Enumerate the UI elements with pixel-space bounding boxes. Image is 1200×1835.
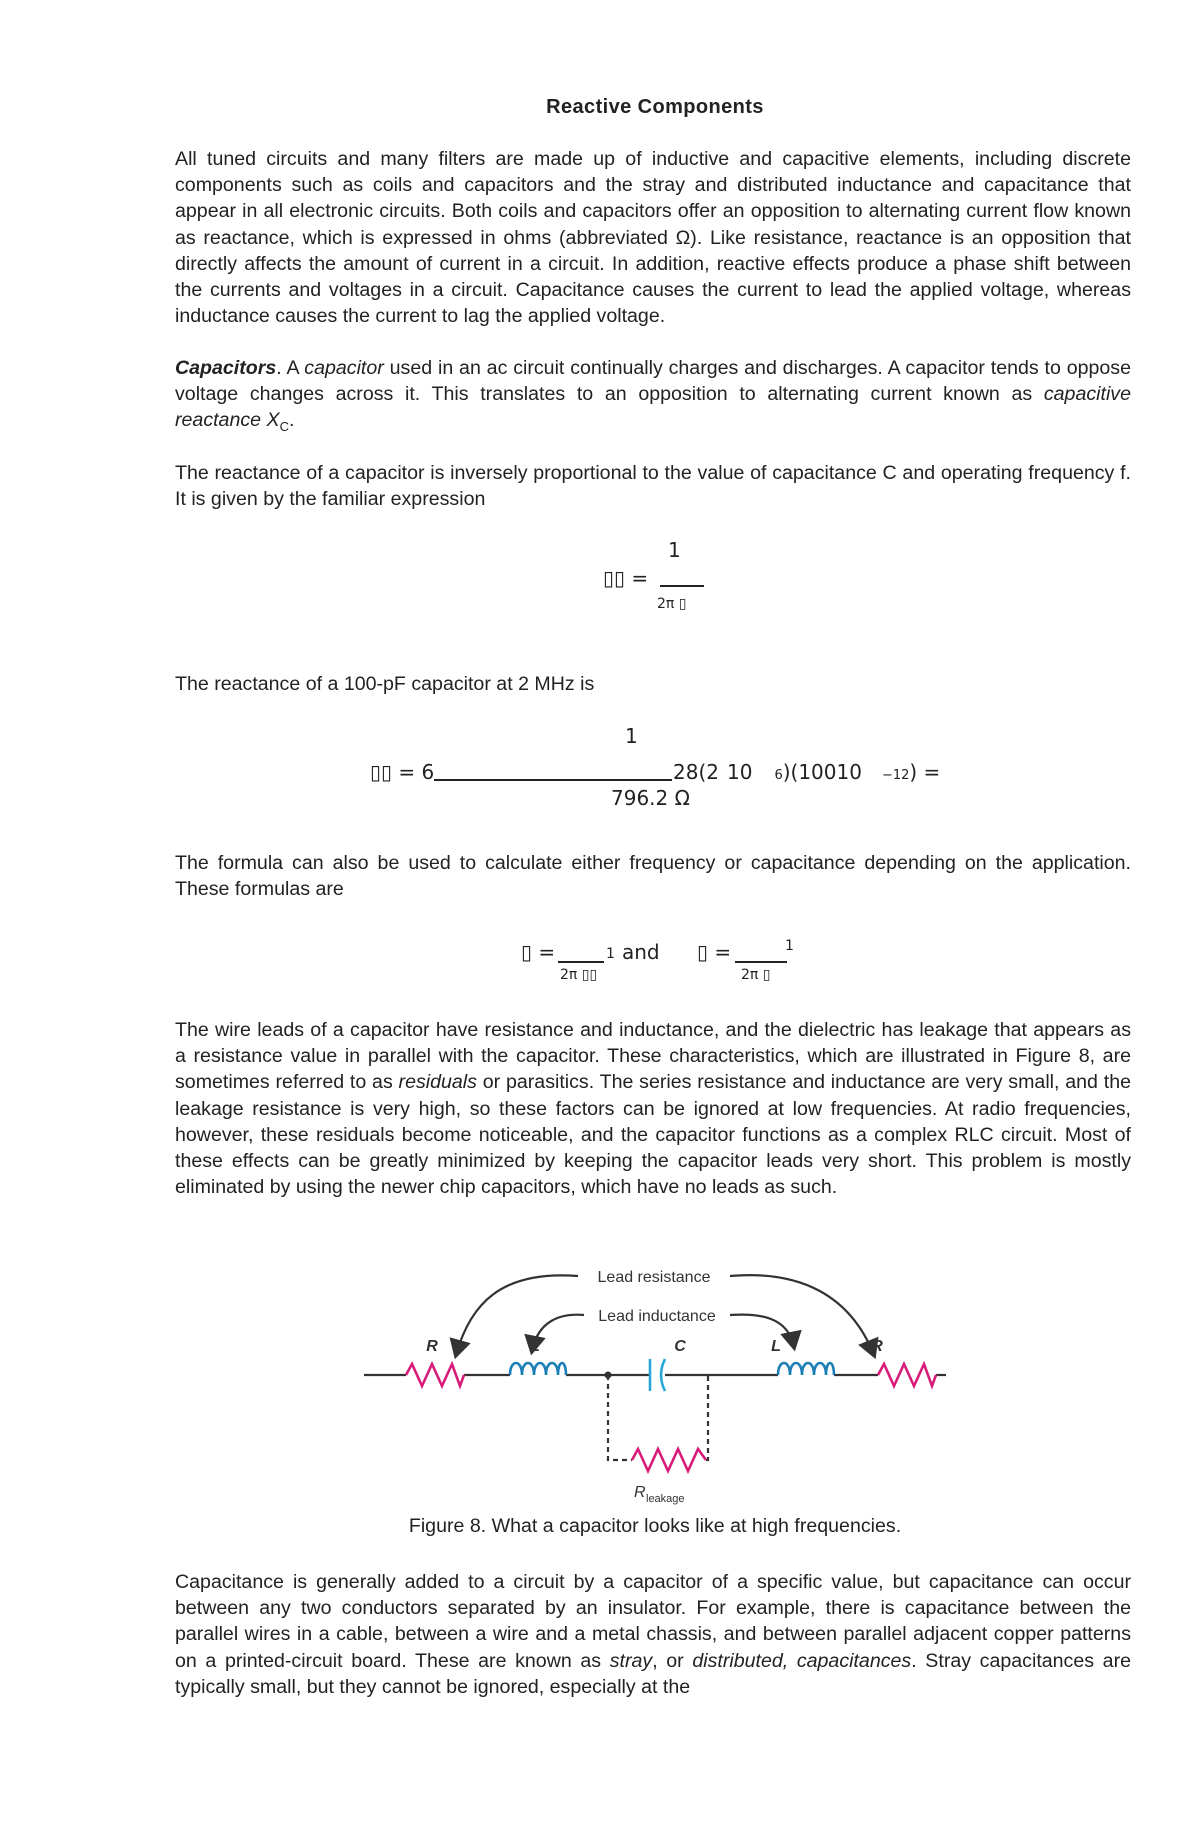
right-inductor-label: L [771, 1338, 781, 1355]
capacitors-text-1: . A [276, 357, 305, 379]
capacitor-plate-curved [661, 1359, 665, 1391]
eq2-right-end: ) = [909, 760, 941, 784]
eq1-lhs: ▯▯ = [603, 566, 649, 590]
leakage-resistor-subscript: leakage [646, 1493, 685, 1505]
eq1-denominator: 2π ▯ [657, 596, 687, 612]
leakage-resistor [632, 1449, 706, 1471]
lead-inductance-arrow-right [730, 1315, 794, 1347]
leads-paragraph [175, 1017, 1131, 1200]
capacitors-term: capacitor [304, 357, 384, 379]
stray-paragraph [175, 1569, 1131, 1700]
stray-term: stray [609, 1649, 653, 1672]
left-resistor-label: R [426, 1338, 438, 1355]
eq2-exp6: 6 [774, 768, 783, 783]
page-title: Reactive Components [546, 96, 764, 118]
formula-paragraph: The formula can also be used to calculate either frequency or capacitance depending on the application. These formulas are [175, 852, 1131, 901]
eq3-lhs-a: ▯ = [521, 940, 556, 964]
example-paragraph: The reactance of a 100-pF capacitor at 2 MHz is [175, 673, 595, 695]
lead-inductance-label: Lead inductance [598, 1308, 716, 1325]
right-resistor-label: R [871, 1338, 883, 1355]
eq3-den-b: 2π ▯ [741, 967, 771, 983]
leads-text-c: or parasitics. The series resistance and inductance are very small, and the leakage resistance is very high, so these factors can be ignored at low frequencies. At radio frequencies, however, these residuals become noticeable, and the capacitor functions as a complex RLC circuit. Most of these effects can be greatly minimized by keeping the capacitor leads very short. This problem is mostly eliminated by using the newer chip capacitors, which have no leads as such. [175, 1071, 1131, 1199]
figure-caption: Figure 8. What a capacitor looks like at high frequencies. [408, 1515, 902, 1537]
eq2-right [673, 760, 940, 784]
eq3-fraction-bar-b [735, 961, 787, 963]
leakage-resistor-label: R [634, 1484, 646, 1501]
left-inductor-label: L [530, 1338, 540, 1355]
right-inductor [778, 1363, 834, 1375]
left-resistor [406, 1364, 464, 1386]
capacitor-circuit-figure [360, 1255, 960, 1515]
eq3-num-b: 1 [785, 938, 794, 954]
eq3-num-a: 1 [606, 946, 615, 962]
eq2-fraction-bar [434, 779, 672, 781]
capacitor-label: C [674, 1338, 686, 1355]
capacitive-reactance-term: capacitive reactance X [175, 383, 1131, 432]
stray-text-a: Capacitance is generally added to a circuit by a capacitor of a specific value, but capacitance can occur between any two conductors separated by an insulator. For example, there is capacitance between the parallel wires in a cable, between a wire and a metal chassis, and between parallel adjacent copper patterns on a printed-circuit board. These are known as [175, 1571, 1131, 1672]
eq2-numerator: 1 [625, 724, 638, 748]
eq3-and: and [622, 940, 660, 964]
lead-resistance-arrow-left [456, 1275, 578, 1355]
reactance-paragraph: The reactance of a capacitor is inversely proportional to the value of capacitance C and operating frequency f. It is given by the familiar expression [175, 462, 1131, 511]
capacitive-reactance-subscript: C [279, 419, 289, 435]
eq2-right-a: 28(2 [673, 760, 719, 784]
eq2-lhs: ▯▯ = 6 [370, 760, 435, 784]
eq2-right-b: )(100 [782, 760, 837, 784]
residuals-term: residuals [398, 1071, 477, 1094]
leads-text-a: The wire leads of a capacitor have resistance and inductance, and the dielectric has leakage that appears as a resistance value in parallel with the capacitor. These characteristics, which are illustrated in Figure 8, are sometimes referred to as [175, 1019, 1131, 1094]
intro-paragraph: All tuned circuits and many filters are made up of inductive and capacitive elements, including discrete components such as coils and capacitors and the stray and distributed inductance and capacitance that appear in all electronic circuits. Both coils and capacitors offer an opposition to alternating current flow known as reactance, which is expressed in ohms (abbreviated Ω). Like resistance, reactance is an opposition that directly affects the amount of current in a circuit. In addition, reactive effects produce a phase shift between the currents and voltages in a circuit. Capacitance causes the current to lead the applied voltage, whereas inductance causes the current to lag the applied voltage. [175, 148, 1131, 328]
eq2-result: 796.2 Ω [611, 786, 690, 810]
eq1-fraction-bar [660, 585, 704, 587]
right-resistor [878, 1364, 936, 1386]
left-inductor [510, 1363, 566, 1375]
stray-text-c: , or [652, 1649, 693, 1672]
capacitors-paragraph [175, 355, 1131, 441]
leakage-wire-right [706, 1375, 708, 1460]
capacitors-heading: Capacitors [175, 357, 277, 379]
capacitors-text-2: used in an ac circuit continually charges and discharges. A capacitor tends to oppose voltage changes across it. This translates to an opposition to alternating current known as [175, 357, 1131, 406]
lead-resistance-label: Lead resistance [597, 1269, 711, 1286]
eq2-exp-neg12: −12 [881, 768, 910, 783]
eq3-fraction-bar-a [558, 961, 604, 963]
distributed-term: distributed, capacitances [692, 1649, 912, 1672]
eq3-den-a: 2π ▯▯ [560, 967, 598, 983]
eq3-lhs-b: ▯ = [697, 940, 732, 964]
eq1-numerator: 1 [668, 538, 681, 562]
eq2-ten-a: 10 [726, 760, 753, 784]
leakage-wire-left [608, 1375, 632, 1460]
stray-text-e: . Stray capacitances are typically small, but they cannot be ignored, especially at the [175, 1649, 1132, 1698]
capacitors-text-3: . [288, 409, 295, 432]
eq2-ten-b: 10 [836, 760, 862, 784]
